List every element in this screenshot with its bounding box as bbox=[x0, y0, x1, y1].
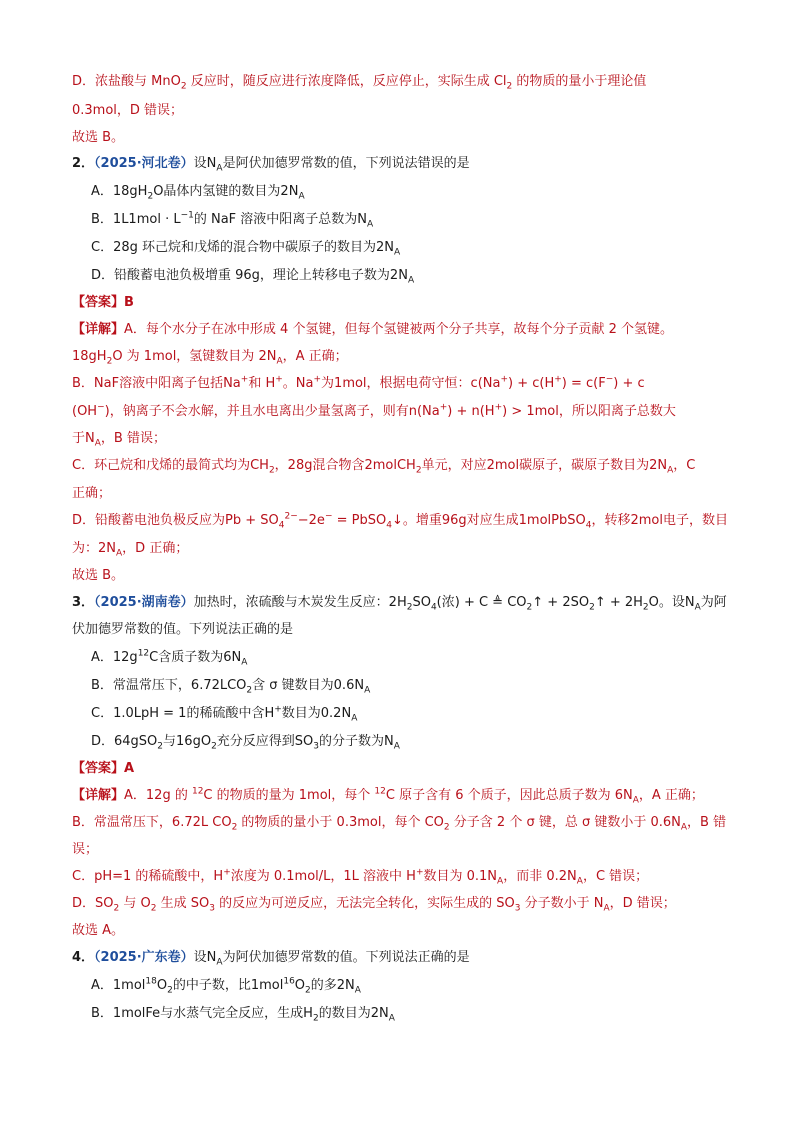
text-line: B．$1L1mol \cdot L^{-1}$的 NaF 溶液中阳离子总数为$N_A$ bbox=[91, 210, 374, 230]
text-line: D．浓盐酸与 MnO$_2$ 反应时，随反应进行浓度降低，反应停止，实际生成 $Cl_2$ 的物质的量小于理论值 bbox=[72, 74, 647, 92]
text-line: B．常温常压下，6.72L $CO_2$ 的物质的量小于 0.3mol，每个 $CO_2$ 分子含 2 个 σ 键，总 σ 键数小于 $0.6N_A$，B 错 bbox=[72, 815, 727, 833]
text-line: 0.3mol，D 错误； bbox=[72, 103, 184, 118]
text-line: 4．（2025·广东卷）设$N_A$为阿伏加德罗常数的值。下列说法正确的是 bbox=[72, 950, 470, 968]
text-line: A．$12g^{12}C$含质子数为$6N_A$ bbox=[91, 648, 248, 668]
text-line: B．常温常压下，$6.72LCO_2$含 σ 键数目为$0.6N_A$ bbox=[91, 678, 371, 696]
text-line: 【答案】A bbox=[72, 761, 135, 776]
text-line: 于$N_A$，B 错误； bbox=[72, 431, 166, 449]
text-line: 【答案】B bbox=[72, 295, 134, 310]
text-line: 故选 A。 bbox=[72, 923, 125, 938]
text-line: D．$SO_2$ 与 $O_2$ 生成 $SO_3$ 的反应为可逆反应，无法完全转化，实际生成的 $SO_3$ 分子数小于 $N_A$，D 错误； bbox=[72, 896, 676, 914]
text-line: C．1.0LpH = 1的稀硫酸中含H+数目为$0.2N_A$ bbox=[91, 704, 358, 724]
text-line: D．64gSO$_2$与$16gO_2$充分反应得到$SO_3$的分子数为$N_A$ bbox=[91, 734, 400, 752]
text-line: C．环己烷和戊烯的最简式均为$CH_2$，28g混合物含2molCH$_2$单元，对应2mol碳原子，碳原子数目为$2N_A$，C bbox=[72, 458, 696, 476]
text-line: (OH−)，钠离子不会水解，并且水电离出少量氢离子，则有n(Na+) + n(H+) > 1mol，所以阳离子总数大 bbox=[72, 402, 676, 419]
text-line: 3．（2025·湖南卷）加热时，浓硫酸与木炭发生反应：$2H_2SO_4$(浓) + C ≜ $CO_2↑$ + $2SO_2↑ + 2H_2O$。设$N_A$为阿 bbox=[72, 595, 727, 613]
text-line: 为：$2N_A$，D 正确； bbox=[72, 541, 189, 559]
text-line: D．铅酸蓄电池负极反应为$Pb + SO_4^{2-}-2e^-$ = PbSO$_4$↓。增重96g对应生成1molPbSO$_4$，转移2mol电子，数目 bbox=[72, 511, 728, 531]
text-line: 伏加德罗常数的值。下列说法正确的是 bbox=[72, 622, 294, 637]
text-line: 故选 B。 bbox=[72, 568, 125, 583]
text-line: 【详解】A．每个水分子在冰中形成 4 个氢键，但每个氢键被两个分子共享，故每个分子贡献 2 个氢键。 bbox=[72, 322, 673, 337]
text-line: 故选 B。 bbox=[72, 130, 125, 145]
text-line: B．1molFe与水蒸气完全反应，生成$H_2$的数目为$2N_A$ bbox=[91, 1006, 395, 1024]
text-line: 【详解】A．12g 的 $^{12}$C 的物质的量为 1mol，每个 $^{12}$C 原子含有 6 个质子，因此总质子数为 $6N_A$，A 正确； bbox=[72, 786, 704, 806]
text-line: B．NaF溶液中阳离子包括Na+和 H+。Na+为1mol，根据电荷守恒：c(Na+) + c(H+) = c(F−) + c bbox=[72, 374, 645, 391]
text-line: C．28g 环己烷和戊烯的混合物中碳原子的数目为$2N_A$ bbox=[91, 240, 401, 258]
text-line: 误； bbox=[72, 842, 99, 857]
text-line: D．铅酸蓄电池负极增重 96g，理论上转移电子数为$2N_A$ bbox=[91, 268, 415, 286]
text-line: C．pH=1 的稀硫酸中，H+浓度为 0.1mol/L，1L 溶液中 H+数目为 $0.1N_A$，而非 $0.2N_A$，C 错误； bbox=[72, 867, 649, 887]
text-line: 2．（2025·河北卷）设$N_A$是阿伏加德罗常数的值，下列说法错误的是 bbox=[72, 156, 470, 174]
text-line: $18gH_2O$ 为 1mol，氢键数目为 $2N_A$，A 正确； bbox=[72, 349, 348, 367]
text-line: 正确； bbox=[72, 486, 112, 501]
text-line: A．$1mol^{18}O_2$的中子数，比$1mol^{16}O_2$的多$2N_A$ bbox=[91, 976, 361, 996]
text-line: A．$18gH_2O$晶体内氢键的数目为$2N_A$ bbox=[91, 184, 305, 202]
